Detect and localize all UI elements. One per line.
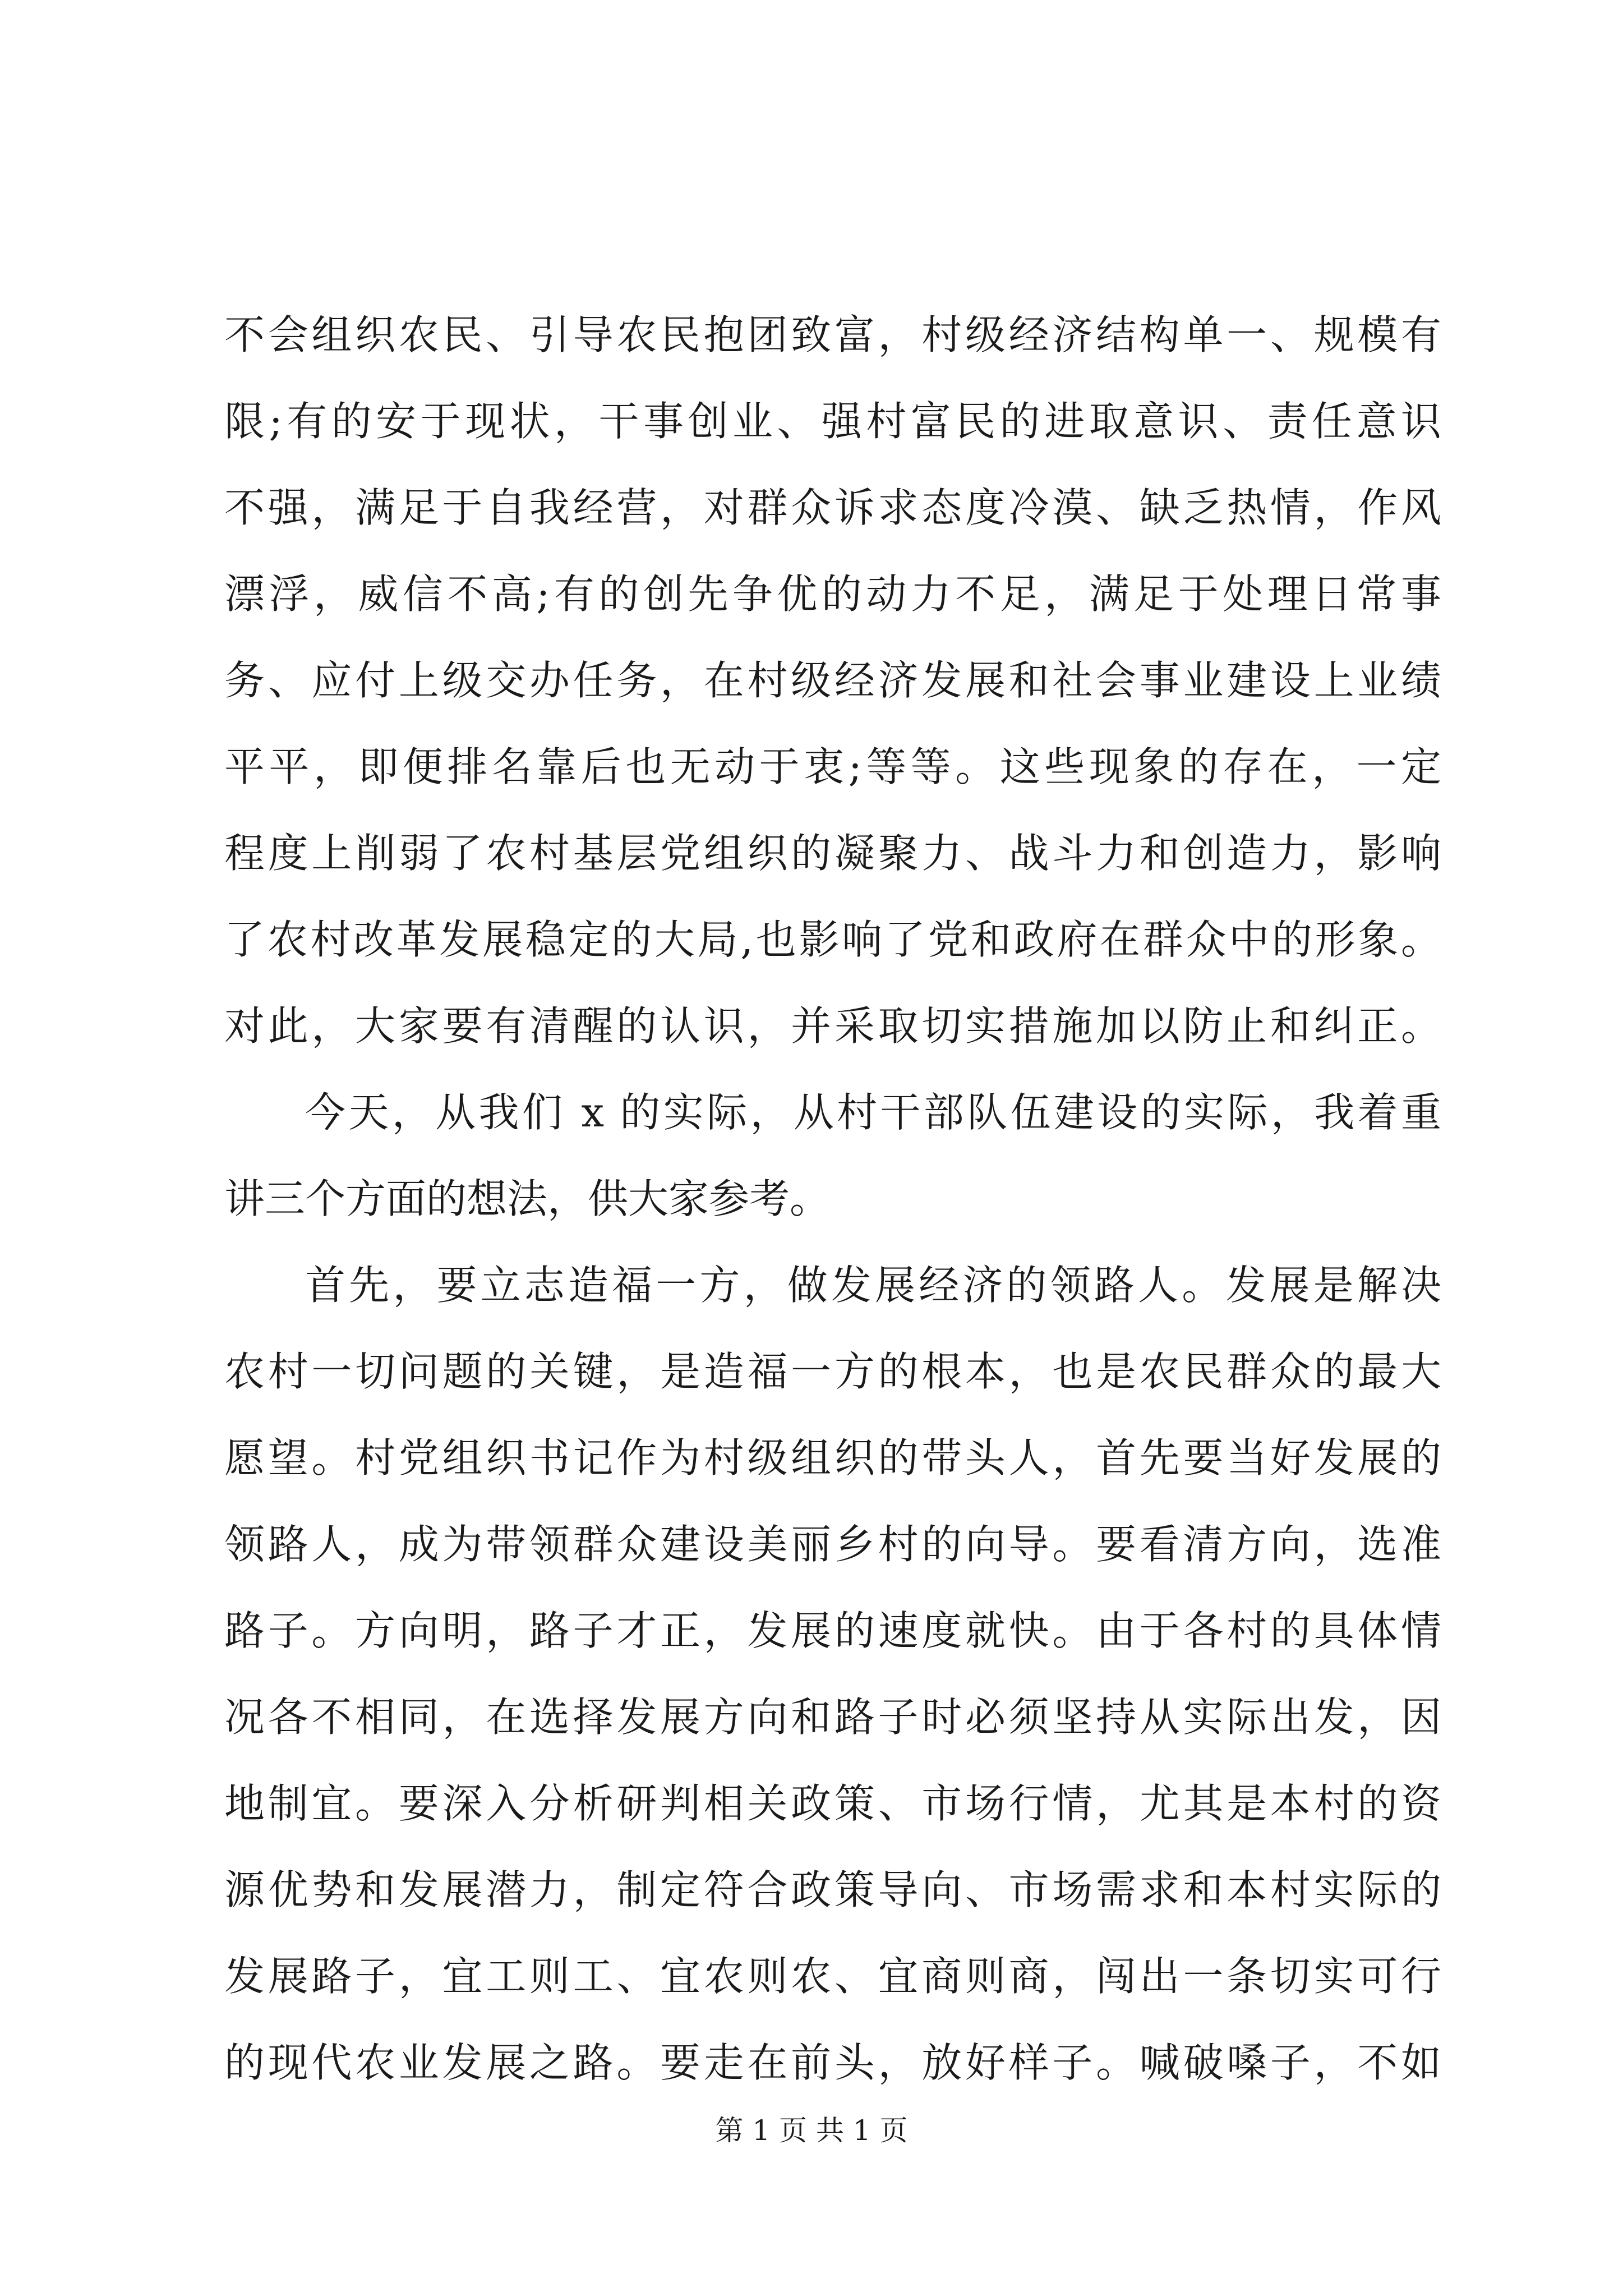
text-line: 了农村改革发展稳定的大局,也影响了党和政府在群众中的形象。 (224, 916, 1441, 963)
text-line: 的现代农业发展之路。要走在前头，放好样子。喊破嗓子，不如 (224, 2039, 1441, 2086)
text-line: 况各不相同，在选择发展方向和路子时必须坚持从实际出发，因 (224, 1694, 1441, 1741)
text-line: 发展路子，宜工则工、宜农则农、宜商则商，闯出一条切实可行 (224, 1953, 1441, 2000)
text-line: 农村一切问题的关键，是造福一方的根本，也是农民群众的最大 (224, 1348, 1441, 1395)
text-line: 领路人，成为带领群众建设美丽乡村的向导。要看清方向，选准 (224, 1521, 1441, 1568)
text-line: 对此，大家要有清醒的认识，并采取切实措施加以防止和纠正。 (224, 1002, 1441, 1050)
text-line: 路子。方向明，路子才正，发展的速度就快。由于各村的具体情 (224, 1607, 1441, 1654)
text-line: 不强，满足于自我经营，对群众诉求态度冷漠、缺乏热情，作风 (224, 484, 1441, 531)
body-text (224, 292, 1441, 2106)
paragraph-start-line: 首先，要立志造福一方，做发展经济的领路人。发展是解决 (305, 1262, 1441, 1309)
text-line: 源优势和发展潜力，制定符合政策导向、市场需求和本村实际的 (224, 1866, 1441, 1913)
text-line: 讲三个方面的想法，供大家参考。 (224, 1175, 831, 1222)
text-line: 漂浮，威信不高;有的创先争优的动力不足，满足于处理日常事 (224, 570, 1441, 618)
text-line: 平平，即便排名靠后也无动于衷;等等。这些现象的存在，一定 (224, 743, 1441, 790)
text-line: 程度上削弱了农村基层党组织的凝聚力、战斗力和创造力，影响 (224, 830, 1441, 877)
text-line: 愿望。村党组织书记作为村级组织的带头人，首先要当好发展的 (224, 1434, 1441, 1481)
paragraph-start-line: 今天，从我们 x 的实际，从村干部队伍建设的实际，我着重 (305, 1089, 1441, 1136)
text-line: 务、应付上级交办任务，在村级经济发展和社会事业建设上业绩 (224, 657, 1441, 704)
text-line: 限;有的安于现状，干事创业、强村富民的进取意识、责任意识 (224, 398, 1441, 445)
text-line: 地制宜。要深入分析研判相关政策、市场行情，尤其是本村的资 (224, 1780, 1441, 1827)
page-number-footer: 第 1 页 共 1 页 (715, 2114, 908, 2147)
text-line: 不会组织农民、引导农民抱团致富，村级经济结构单一、规模有 (224, 311, 1441, 358)
